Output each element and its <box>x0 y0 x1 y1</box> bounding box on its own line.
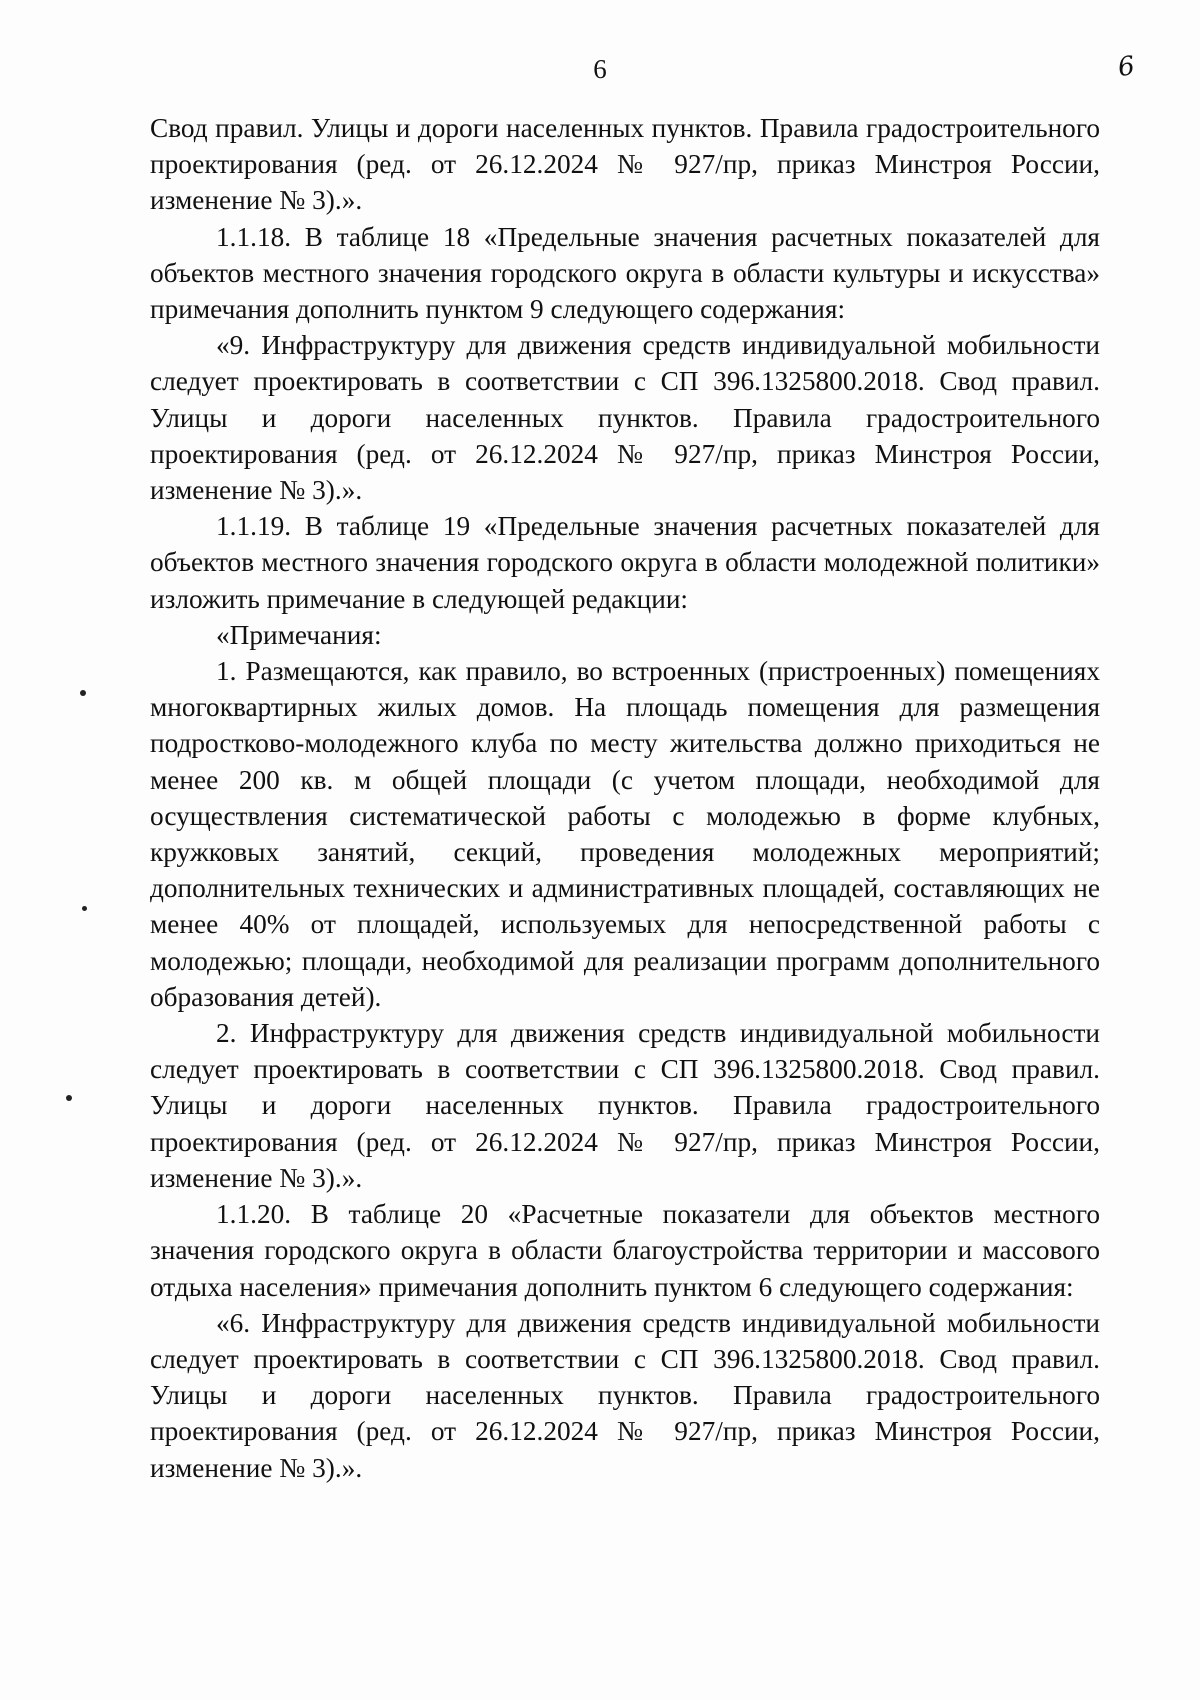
handwritten-page-mark: 6 <box>1115 50 1137 84</box>
scan-speck <box>82 906 87 911</box>
scan-speck <box>80 690 86 696</box>
paragraph-note-2: 2. Инфраструктуру для движения средств индивидуальной мобильности следует проектировать в соответствии с СП 396.1325800.2018. Свод правил. Улицы и дороги населенных пунктов. Правила градостроительного проектирования (ред. от 26.12.2024 № 927/пр, приказ Минстроя России, изменение № 3).». <box>150 1018 1100 1193</box>
paragraph-1-1-20: 1.1.20. В таблице 20 «Расчетные показатели для объектов местного значения городского округа в области благоустройства территории и массового отдыха населения» примечания дополнить пунктом 6 следующего содержания: <box>150 1199 1100 1302</box>
paragraph-note-1: 1. Размещаются, как правило, во встроенных (пристроенных) помещениях многоквартирных жилых домов. На площадь помещения для размещения подростково-молодежного клуба по месту жительства должно приходиться не менее 200 кв. м общей площади (с учетом площади, необходимой для осуществления систематической работы с молодежью в форме клубных, кружковых занятий, секций, проведения молодежных мероприятий; дополнительных технических и административных площадей, составляющих не менее 40% от площадей, используемых для непосредственной работы с молодежью; площади, необходимой для реализации программ дополнительного образования детей). <box>150 656 1100 1012</box>
paragraph-notes-heading: «Примечания: <box>216 619 382 650</box>
page-number: 6 <box>593 54 607 84</box>
paragraph-continuation: Свод правил. Улицы и дороги населенных пунктов. Правила градостроительного проектирования (ред. от 26.12.2024 № 927/пр, приказ Минстроя России, изменение № 3).». <box>150 113 1100 216</box>
paragraph-1-1-18: 1.1.18. В таблице 18 «Предельные значения расчетных показателей для объектов местного значения городского округа в области культуры и искусства» примечания дополнить пунктом 9 следующего содержания: <box>150 221 1100 325</box>
paragraph-note-6: «6. Инфраструктуру для движения средств индивидуальной мобильности следует проектировать в соответствии с СП 396.1325800.2018. Свод правил. Улицы и дороги населенных пунктов. Правила градостроительного проектирования (ред. от 26.12.2024 № 927/пр, приказ Минстроя России, изменение № 3).». <box>150 1307 1100 1483</box>
paragraph-note-9: «9. Инфраструктуру для движения средств индивидуальной мобильности следует проектировать в соответствии с СП 396.1325800.2018. Свод правил. Улицы и дороги населенных пунктов. Правила градостроительного проектирования (ред. от 26.12.2024 № 927/пр, приказ Минстроя России, изменение № 3).». <box>150 330 1100 506</box>
paragraph-1-1-19: 1.1.19. В таблице 19 «Предельные значения расчетных показателей для объектов местного значения городского округа в области молодежной политики» изложить примечание в следующей редакции: <box>150 511 1100 614</box>
scan-speck <box>66 1095 72 1101</box>
document-body <box>150 110 1100 1486</box>
